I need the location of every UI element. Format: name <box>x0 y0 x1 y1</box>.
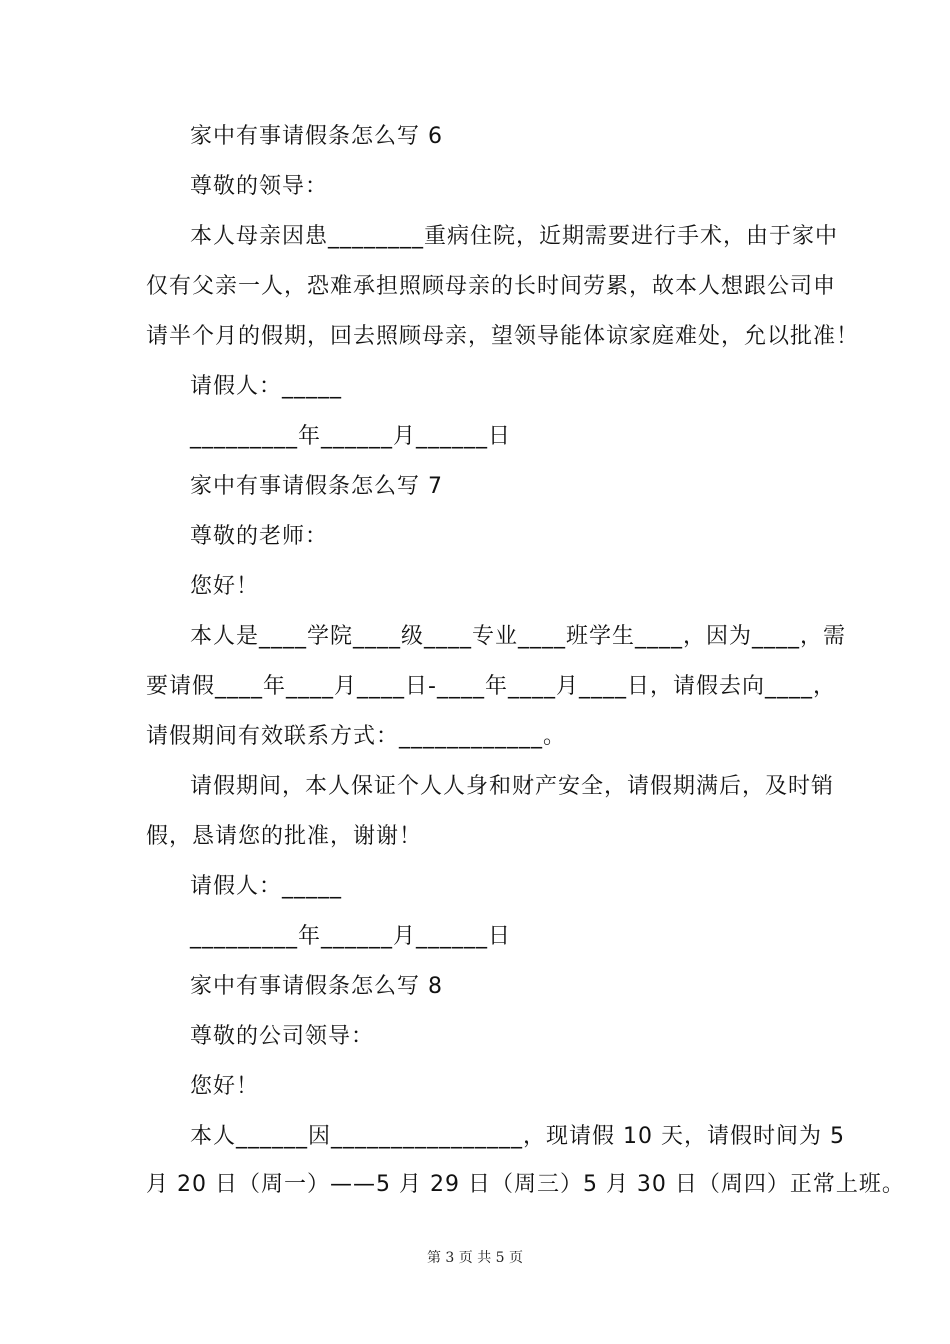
paragraph-line: 请假期间有效联系方式：____________。 <box>146 724 567 749</box>
section-heading-8: 家中有事请假条怎么写 8 <box>190 974 443 999</box>
paragraph-line: 本人是____学院____级____专业____班学生____，因为____，需 <box>190 624 847 649</box>
page-number-footer: 第 3 页 共 5 页 <box>426 1250 524 1266</box>
paragraph-line: 假，恳请您的批准，谢谢！ <box>146 824 423 849</box>
salutation: 尊敬的领导： <box>190 174 329 199</box>
greeting: 您好！ <box>190 1074 260 1099</box>
date-line: _________年______月______日 <box>190 424 512 449</box>
paragraph-line: 本人______因________________，现请假 10 天，请假时间为 5 <box>190 1124 845 1149</box>
paragraph-line: 月 20 日（周一）——5 月 29 日（周三）5 月 30 日（周四）正常上班。 <box>146 1172 905 1197</box>
signature-line: 请假人：_____ <box>190 374 343 399</box>
paragraph-line: 要请假____年____月____日-____年____月____日，请假去向____， <box>146 674 836 699</box>
salutation: 尊敬的公司领导： <box>190 1024 375 1049</box>
paragraph-line: 仅有父亲一人，恐难承担照顾母亲的长时间劳累，故本人想跟公司申 <box>146 274 837 299</box>
paragraph-line: 本人母亲因患________重病住院，近期需要进行手术，由于家中 <box>190 224 839 249</box>
signature-line: 请假人：_____ <box>190 874 343 899</box>
section-heading-6: 家中有事请假条怎么写 6 <box>190 124 443 149</box>
paragraph-line: 请半个月的假期，回去照顾母亲，望领导能体谅家庭难处，允以批准！ <box>146 324 860 349</box>
paragraph-line: 请假期间，本人保证个人人身和财产安全，请假期满后，及时销 <box>190 774 835 799</box>
salutation: 尊敬的老师： <box>190 524 329 549</box>
greeting: 您好！ <box>190 574 260 599</box>
date-line: _________年______月______日 <box>190 924 512 949</box>
section-heading-7: 家中有事请假条怎么写 7 <box>190 474 443 499</box>
